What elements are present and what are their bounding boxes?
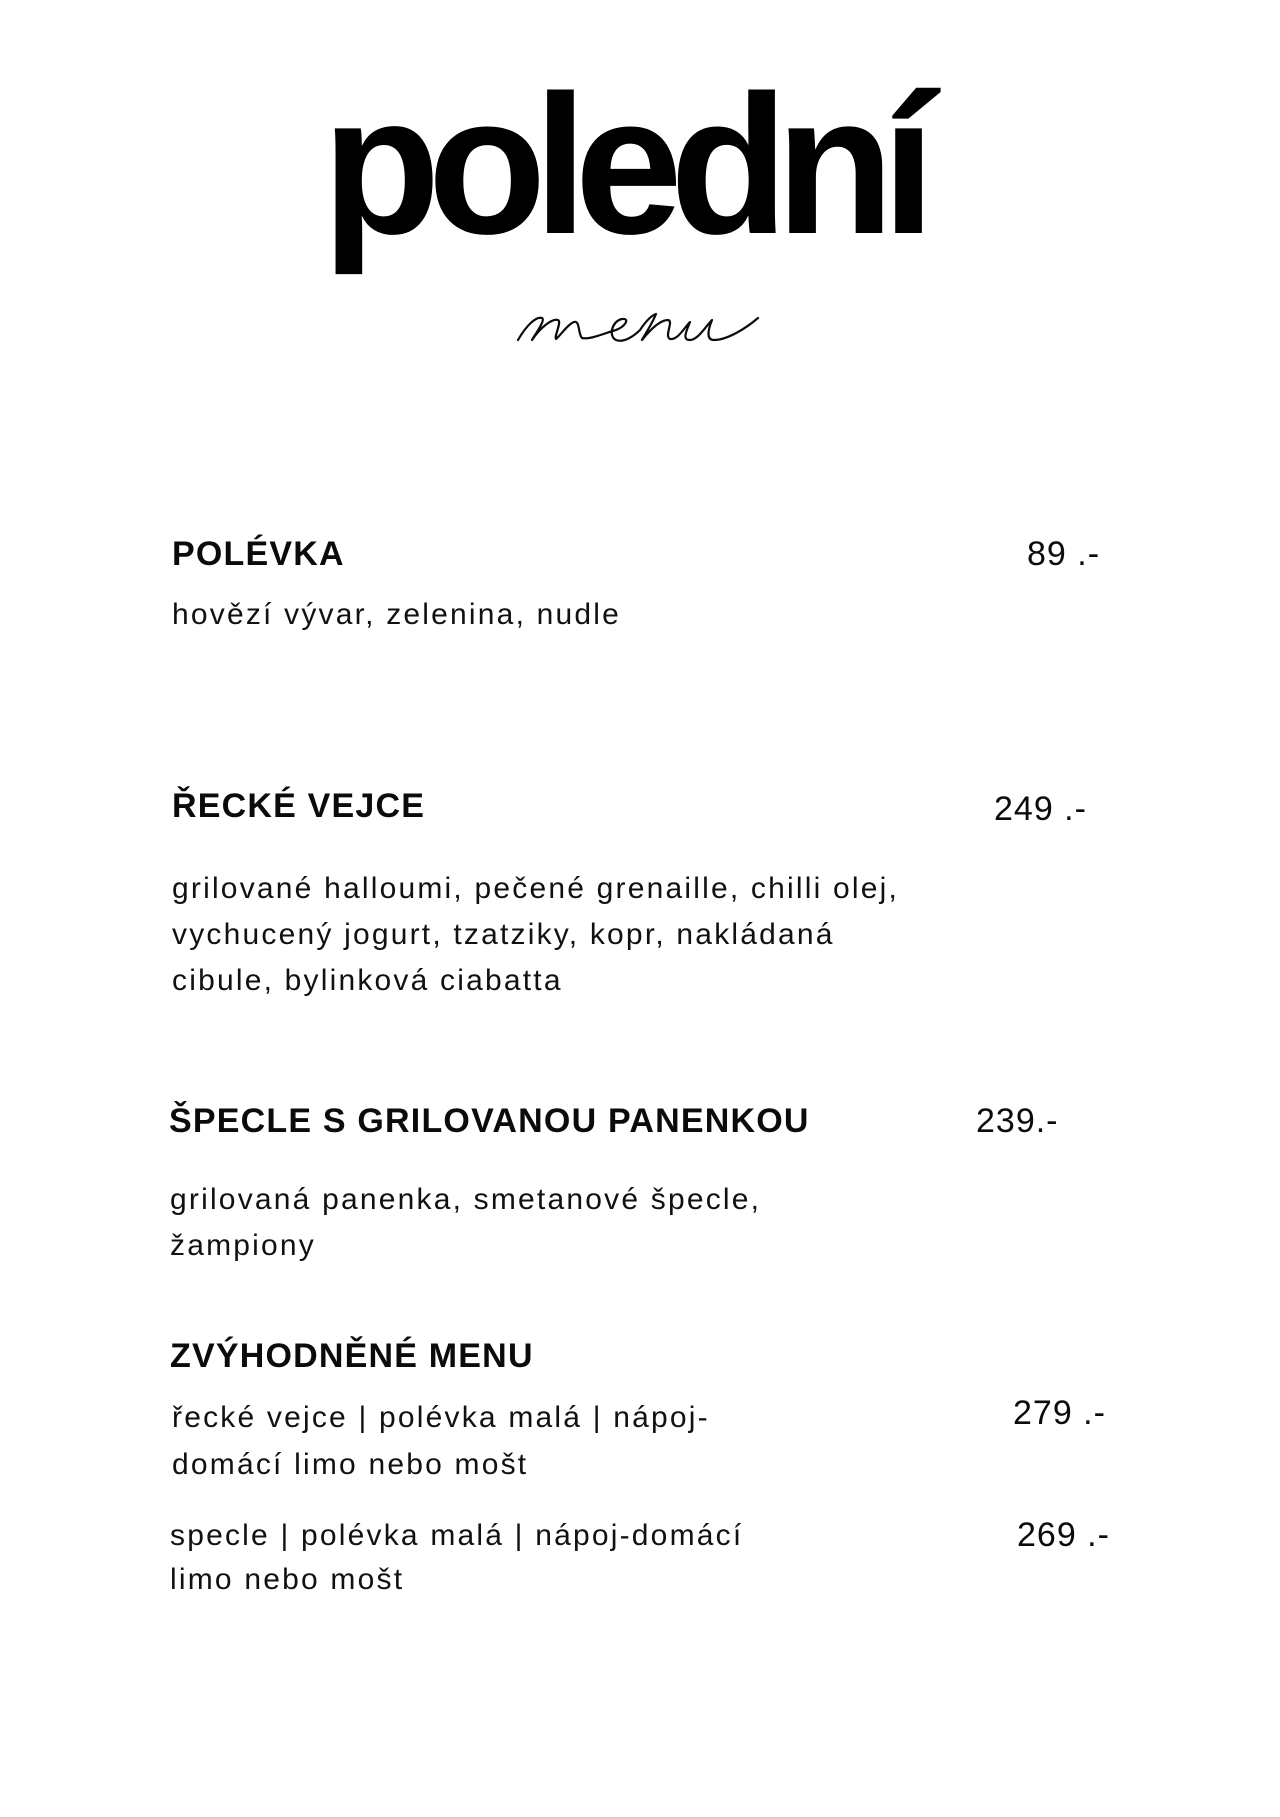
item-price: 89 .-	[1027, 535, 1101, 573]
item-name: ŠPECLE S GRILOVANOU PANENKOU	[169, 1102, 810, 1140]
combo-price: 279 .-	[1013, 1394, 1106, 1432]
combo-heading: ZVÝHODNĚNÉ MENU	[170, 1337, 534, 1375]
combo-description-line: specle | polévka malá | nápoj-domácí	[170, 1519, 744, 1552]
item-price: 249 .-	[994, 790, 1087, 828]
item-description-line: cibule, bylinková ciabatta	[172, 964, 563, 997]
combo-price: 269 .-	[1017, 1516, 1110, 1554]
item-description-line: grilované halloumi, pečené grenaille, chilli olej,	[172, 872, 900, 905]
item-name: POLÉVKA	[172, 535, 345, 573]
combo-description-line: domácí limo nebo mošt	[172, 1448, 529, 1481]
combo-description-line: řecké vejce | polévka malá | nápoj-	[172, 1401, 710, 1434]
item-description-line: vychucený jogurt, tzatziky, kopr, nakládaná	[172, 918, 835, 951]
item-description-line: grilovaná panenka, smetanové špecle,	[170, 1183, 762, 1216]
item-name: ŘECKÉ VEJCE	[172, 787, 426, 825]
item-description: hovězí vývar, zelenina, nudle	[172, 598, 622, 631]
item-description-line: žampiony	[170, 1229, 316, 1262]
page-title: polední	[322, 54, 923, 275]
menu-script-lettering	[512, 306, 764, 348]
combo-description-line: limo nebo mošt	[170, 1563, 405, 1596]
item-price: 239.-	[976, 1102, 1059, 1140]
